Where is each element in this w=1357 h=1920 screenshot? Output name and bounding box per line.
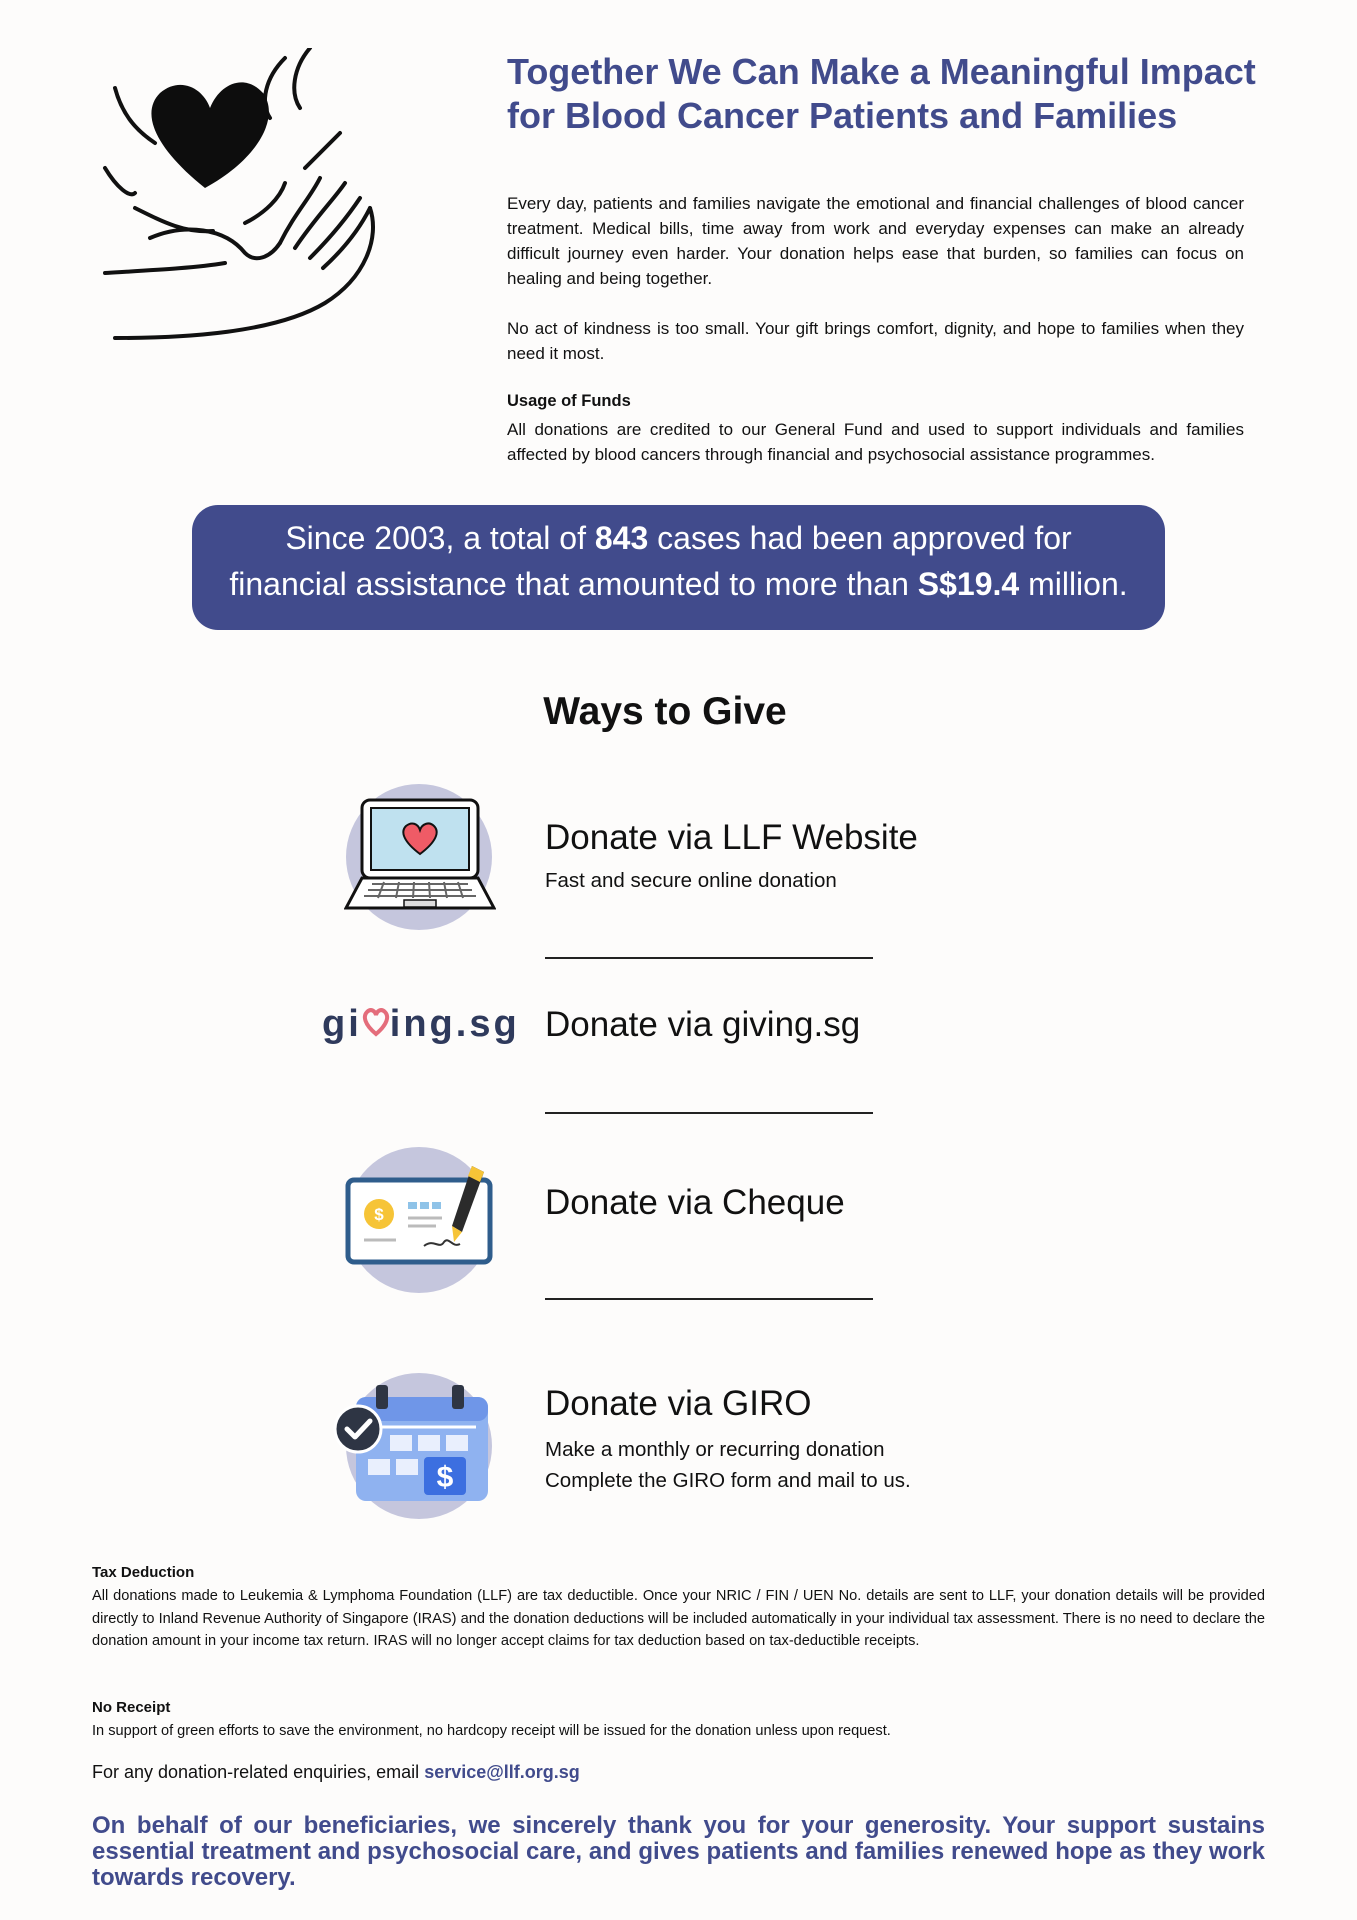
website-method-subtitle: Fast and secure online donation (545, 869, 837, 892)
heart-icon (362, 1006, 390, 1040)
heart-hands-illustration (95, 48, 415, 358)
cheque-icon (344, 1160, 496, 1270)
laptop-icon (344, 796, 496, 918)
cheque-method-title[interactable]: Donate via Cheque (545, 1183, 845, 1222)
enquiry-line (92, 1762, 580, 1783)
logo-text: gi (322, 1003, 362, 1045)
ways-to-give-heading: Ways to Give (543, 690, 787, 733)
amount-value: S$19.4 (917, 566, 1020, 602)
page-title: Together We Can Make a Meaningful Impact for Blood Cancer Patients and Families (507, 51, 1256, 136)
giro-method-title[interactable]: Donate via GIRO (545, 1384, 812, 1423)
divider (545, 1112, 873, 1114)
enquiry-text: For any donation-related enquiries, email (92, 1762, 425, 1782)
stats-text: financial assistance that amounted to more than (229, 566, 918, 602)
calendar-icon (330, 1383, 500, 1508)
giro-line-2: Complete the GIRO form and mail to us. (545, 1469, 911, 1492)
kindness-paragraph: No act of kindness is too small. Your gift brings comfort, dignity, and hope to families when they need it most. (507, 319, 1244, 363)
email-link[interactable]: service@llf.org.sg (424, 1762, 580, 1782)
no-receipt-text: In support of green efforts to save the environment, no hardcopy receipt will be issued for the donation unless upon request. (92, 1723, 891, 1739)
heart-icon (151, 82, 268, 188)
tax-deduction-text: All donations made to Leukemia & Lymphoma Foundation (LLF) are tax deductible. Once your NRIC / FIN / UEN No. details are sent to LLF, your donation details will be provided directly to Inland Revenue Authority of Singapore (IRAS) and the donation deductions will be included automatically in your individual tax assessment. There is no need to declare the donation amount in your income tax return. IRAS will no longer accept claims for tax deduction based on tax-deductible receipts. (92, 1588, 1265, 1649)
usage-heading: Usage of Funds (507, 392, 631, 410)
divider (545, 1298, 873, 1300)
stats-line-1 (192, 515, 1165, 561)
giving-method-title[interactable]: Donate via giving.sg (545, 1005, 861, 1044)
usage-text: All donations are credited to our General Fund and used to support individuals and families affected by blood cancers through financial and psychosocial assistance programmes. (507, 420, 1244, 464)
stats-text: Since 2003, a total of (285, 520, 595, 556)
stats-banner (192, 505, 1165, 630)
svg-text:$: $ (374, 1205, 384, 1224)
giving-sg-logo (322, 1003, 520, 1046)
stats-line-2 (192, 561, 1165, 607)
no-receipt-heading: No Receipt (92, 1699, 171, 1716)
tax-deduction-heading: Tax Deduction (92, 1564, 195, 1581)
intro-paragraph: Every day, patients and families navigate the emotional and financial challenges of blood cancer treatment. Medical bills, time away from work and everyday expenses can make an already difficult journey even harder. Your donation helps ease that burden, so families can focus on healing and being together. (507, 194, 1244, 288)
stats-text: million. (1019, 566, 1128, 602)
logo-text: ing.sg (389, 1003, 520, 1045)
divider (545, 957, 873, 959)
website-method-title[interactable]: Donate via LLF Website (545, 818, 918, 857)
stats-text: cases had been approved for (648, 520, 1072, 556)
giro-line-1: Make a monthly or recurring donation (545, 1438, 885, 1461)
thank-you-message: On behalf of our beneficiaries, we sincerely thank you for your generosity. Your support sustains essential treatment and psychosocial care, and gives patients and families renewed hope as they work towards recovery. (92, 1812, 1265, 1891)
svg-text:$: $ (436, 1461, 454, 1494)
cases-count: 843 (594, 520, 649, 556)
